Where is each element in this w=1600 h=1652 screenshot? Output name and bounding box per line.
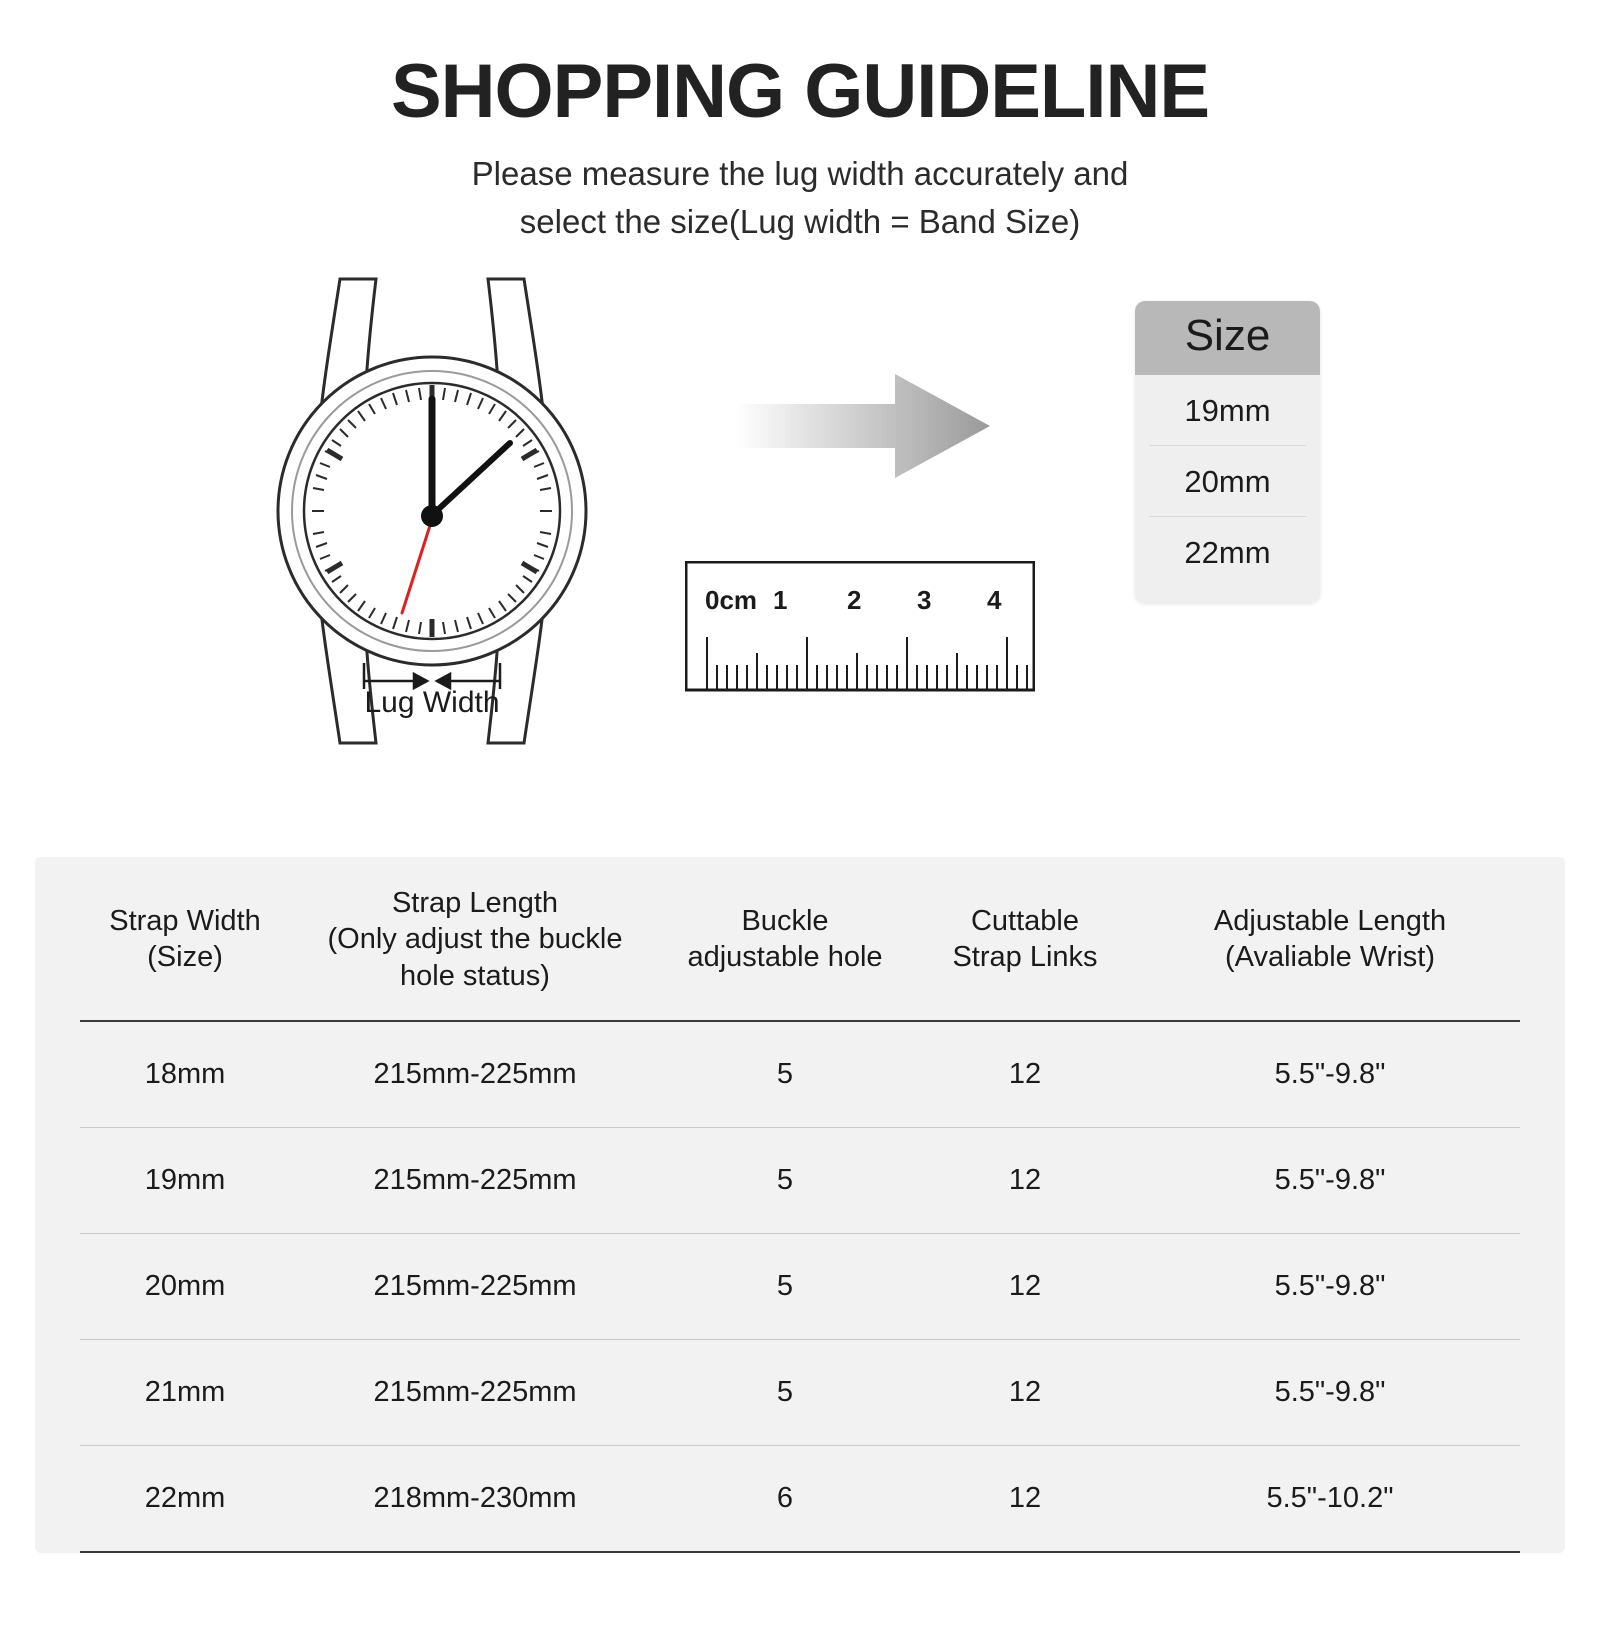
table-row [80,1445,1520,1552]
svg-text:1: 1 [773,585,788,616]
lug-width-label: Lug Width [364,686,500,720]
shopping-guideline-page [0,49,1600,1652]
cell-strap-length: 218mm-230mm [290,1445,660,1552]
cell-adjustable-length: 5.5"-9.8" [1140,1339,1520,1445]
strap-width-line-2: (Size) [147,941,223,974]
subtitle-line-2: select the size(Lug width = Band Size) [519,202,1081,240]
svg-text:3: 3 [917,585,932,616]
cell-buckle-holes: 5 [660,1021,910,1128]
subtitle-line-1: Please measure the lug width accurately and [471,154,1129,192]
cell-strap-width: 20mm [80,1233,290,1339]
size-option-19mm[interactable]: 19mm [1149,375,1306,446]
cell-strap-length: 215mm-225mm [290,1233,660,1339]
cell-cuttable-links: 12 [910,1233,1140,1339]
table-row [80,1233,1520,1339]
illustration-area [0,261,1600,781]
column-header-adjustable-length [1140,857,1520,1021]
cell-strap-width: 19mm [80,1127,290,1233]
strap-length-line-3: hole status) [400,959,550,992]
svg-text:0cm: 0cm [705,585,758,616]
adjustable-line-1: Adjustable Length [1213,905,1447,938]
cuttable-line-2: Strap Links [952,941,1098,974]
cell-cuttable-links: 12 [910,1127,1140,1233]
strap-width-line-1: Strap Width [109,905,261,938]
cell-buckle-holes: 6 [660,1445,910,1552]
strap-length-line-1: Strap Length [391,887,559,919]
table-row [80,1339,1520,1445]
buckle-line-1: Buckle [741,905,829,938]
cell-adjustable-length: 5.5"-10.2" [1140,1445,1520,1552]
cell-strap-length: 215mm-225mm [290,1339,660,1445]
column-header-cuttable-links [910,857,1140,1021]
strap-length-line-2: (Only adjust the buckle [327,923,623,956]
cell-strap-width: 21mm [80,1339,290,1445]
adjustable-line-2: (Avaliable Wrist) [1224,941,1436,974]
watch-illustration [252,271,612,751]
table-row [80,1021,1520,1128]
cell-cuttable-links: 12 [910,1445,1140,1552]
cuttable-line-1: Cuttable [970,905,1079,938]
size-card-heading: Size [1135,301,1320,375]
table-row [80,1127,1520,1233]
cell-strap-length: 215mm-225mm [290,1021,660,1128]
cell-strap-length: 215mm-225mm [290,1127,660,1233]
cell-cuttable-links: 12 [910,1339,1140,1445]
wrist-watch-icon [252,271,612,751]
table-header-row [80,857,1520,1021]
column-header-buckle-hole [660,857,910,1021]
column-header-strap-length [290,857,660,1021]
specification-panel [35,857,1565,1553]
ruler-icon [685,561,1035,701]
cell-buckle-holes: 5 [660,1339,910,1445]
cell-adjustable-length: 5.5"-9.8" [1140,1021,1520,1128]
page-title: SHOPPING GUIDELINE [390,49,1210,134]
cell-cuttable-links: 12 [910,1021,1140,1128]
cell-strap-width: 22mm [80,1445,290,1552]
svg-text:2: 2 [847,585,862,616]
column-header-strap-width [80,857,290,1021]
cell-buckle-holes: 5 [660,1233,910,1339]
specification-table [80,857,1520,1553]
right-arrow-icon [735,366,995,486]
cell-buckle-holes: 5 [660,1127,910,1233]
size-option-22mm[interactable]: 22mm [1184,535,1271,571]
cell-adjustable-length: 5.5"-9.8" [1140,1127,1520,1233]
cell-adjustable-length: 5.5"-9.8" [1140,1233,1520,1339]
size-selector-card[interactable] [1135,301,1320,603]
cell-strap-width: 18mm [80,1021,290,1128]
svg-text:4: 4 [987,585,1002,616]
size-option-20mm[interactable]: 20mm [1149,446,1306,517]
page-subtitle [0,150,1600,246]
buckle-line-2: adjustable hole [687,941,883,974]
